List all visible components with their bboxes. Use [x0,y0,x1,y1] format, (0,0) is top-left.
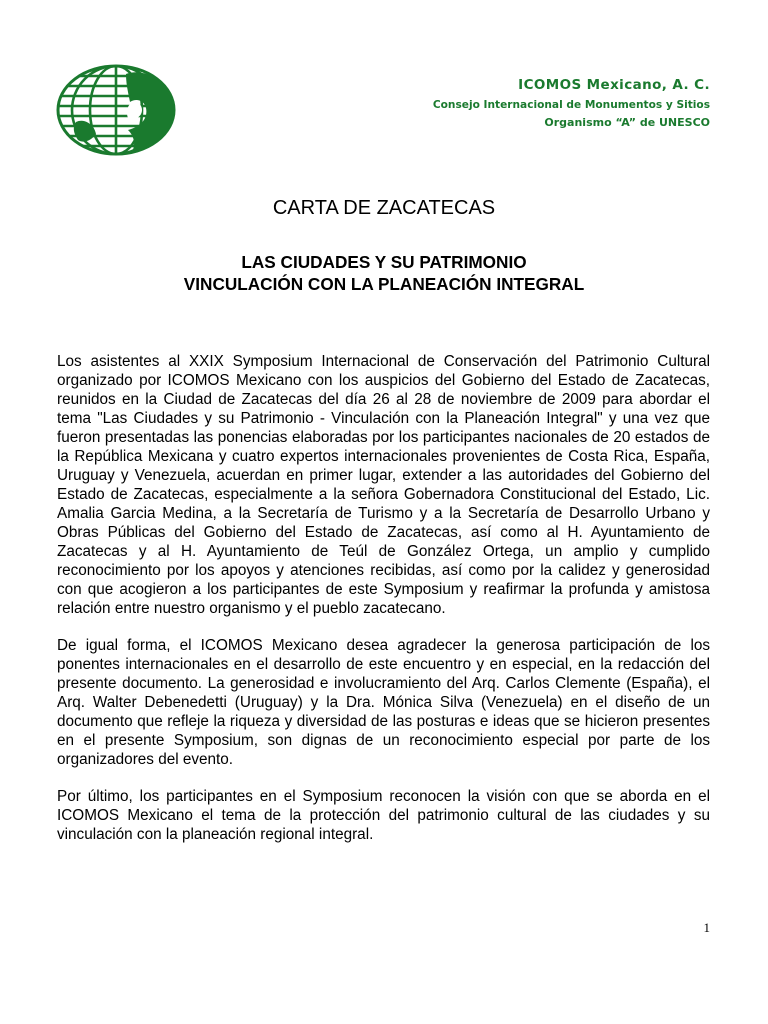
paragraph-2: De igual forma, el ICOMOS Mexicano desea agradecer la generosa participación de los ponentes internacionales en el desarrollo de este encuentro y en especial, en la redacción del presente documento. La generosidad e involucramiento del Arq. Carlos Clemente (España), el Arq. Walter Debenedetti (Uruguay) y la Dra. Mónica Silva (Venezuela) en el diseño de un documento que refleje la riqueza y diversidad de las posturas e ideas que se hicieron presentes en el presente Symposium, son dignas de un reconocimiento especial por parte de los organizadores del evento. [57,637,710,768]
document-subtitle-line2: VINCULACIÓN CON LA PLANEACIÓN INTEGRAL [183,274,585,294]
document-body [57,352,710,862]
page-number: 1 [703,920,710,935]
paragraph-3: Por último, los participantes en el Symposium reconocen la visión con que se aborda en el ICOMOS Mexicano el tema de la protección del patrimonio cultural de las ciudades y su vinculación con la planeación regional integral. [57,788,710,843]
organization-name: ICOMOS Mexicano, A. C. [518,77,710,93]
organization-unesco: Organismo “A” de UNESCO [544,116,710,129]
organization-council: Consejo Internacional de Monumentos y Sitios [432,99,710,111]
icomos-globe-logo-icon [56,64,178,156]
paragraph-1: Los asistentes al XXIX Symposium Internacional de Conservación del Patrimonio Cultural organizado por ICOMOS Mexicano con los auspicios del Gobierno del Estado de Zacatecas, reunidos en la Ciudad de Zacatecas del día 26 al 28 de noviembre de 2009 para abordar el tema "Las Ciudades y su Patrimonio - Vinculación con la Planeación Integral" y una vez que fueron presentadas las ponencias elaboradas por los participantes nacionales de 20 estados de la República Mexicana y cuatro expertos internacionales provenientes de Costa Rica, España, Uruguay y Venezuela, acuerdan en primer lugar, extender a las autoridades del Gobierno del Estado de Zacatecas, especialmente a la señora Gobernadora Constitucional del Estado, Lic. Amalia Garcia Medina, a la Secretaría de Turismo y a la Secretaría de Desarrollo Urbano y Obras Públicas del Gobierno del Estado de Zacatecas, así como al H. Ayuntamiento de Zacatecas y al H. Ayuntamiento de Teúl de González Ortega, un amplio y cumplido reconocimiento por los apoyos y atenciones recibidas, así como por la calidez y generosidad con que acogieron a los participantes de este Symposium y reafirmar la profunda y amistosa relación entre nuestro organismo y el pueblo zacatecano. [57,353,710,617]
document-subtitle-line1: LAS CIUDADES Y SU PATRIMONIO [241,252,527,272]
organization-header [433,76,710,131]
document-title: CARTA DE ZACATECAS [272,197,496,219]
